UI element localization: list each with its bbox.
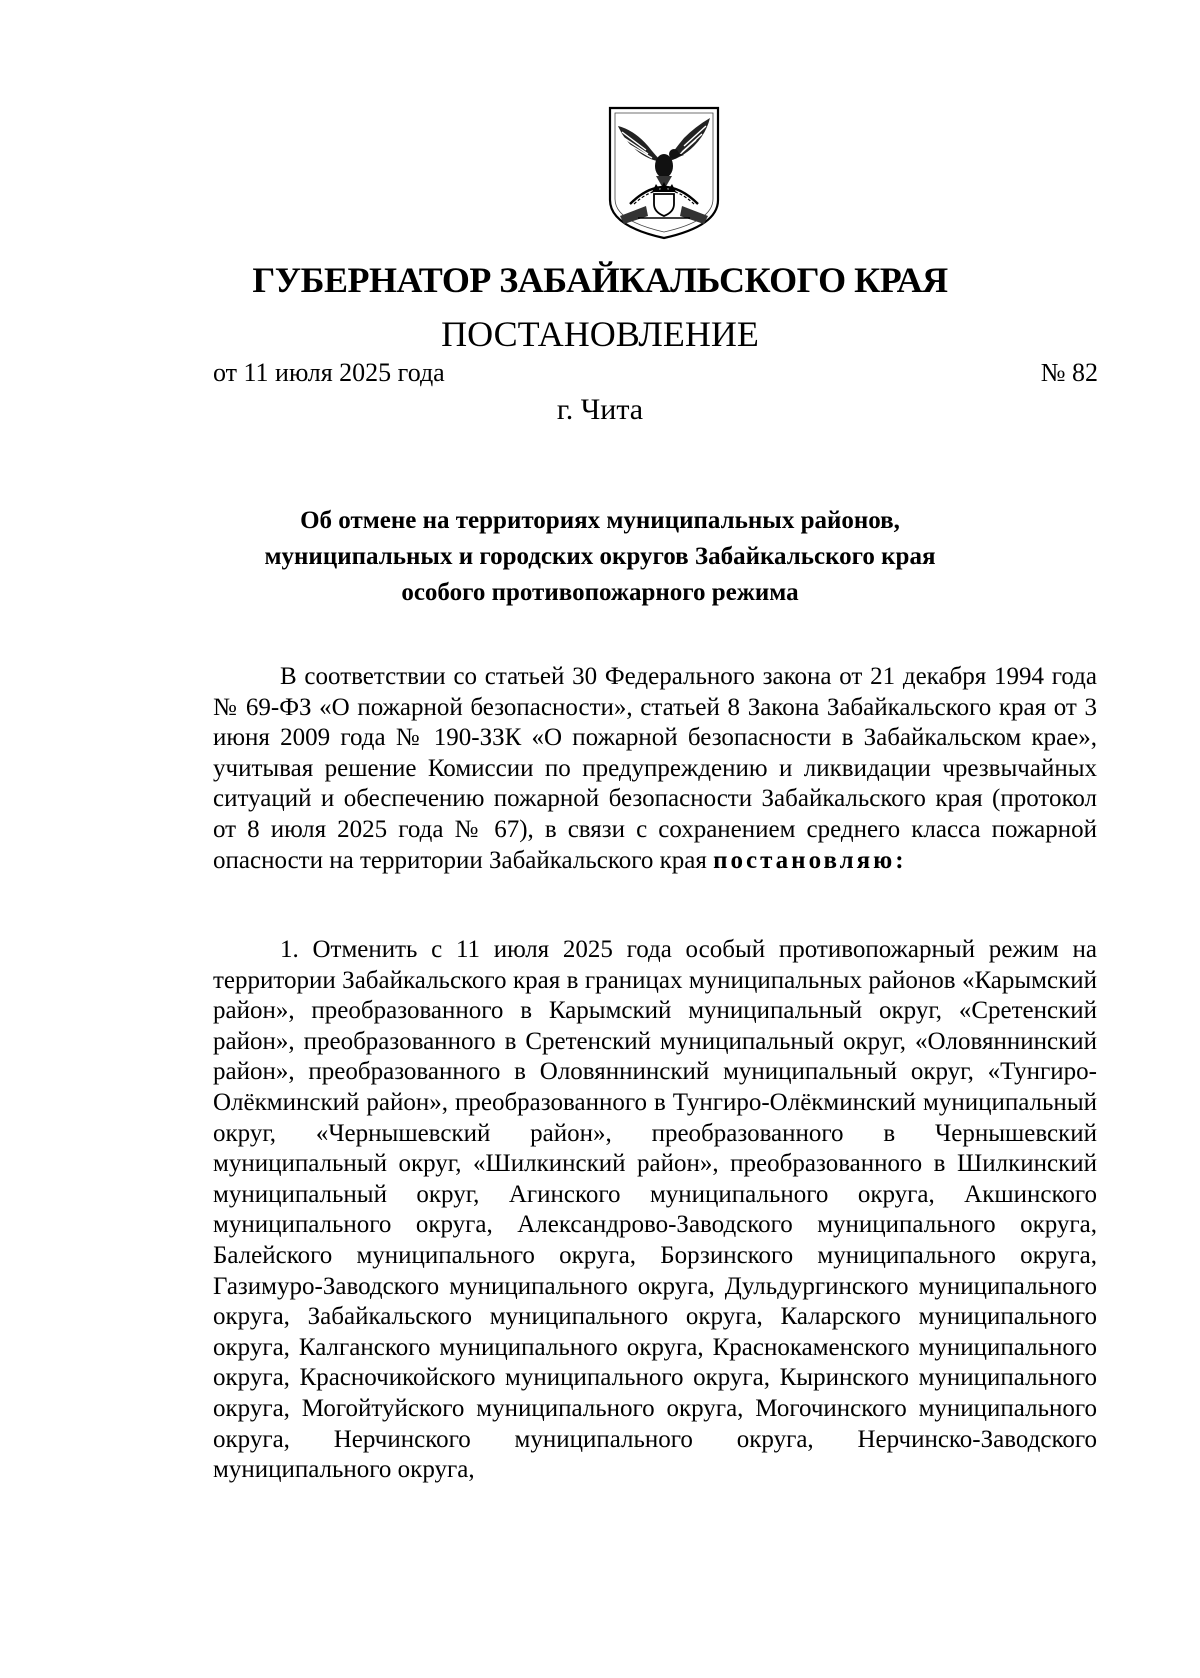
resolve-colon: : <box>895 846 907 874</box>
issuing-authority: ГУБЕРНАТОР ЗАБАЙКАЛЬСКОГО КРАЯ <box>252 260 948 300</box>
preamble-paragraph <box>213 662 1097 876</box>
coat-of-arms-icon <box>604 104 724 242</box>
subject-line: Об отмене на территориях муниципальных районов, <box>300 507 900 534</box>
resolve-word: постановляю <box>713 846 896 874</box>
document-subject <box>0 503 1200 611</box>
document-type: ПОСТАНОВЛЕНИЕ <box>441 314 759 354</box>
document-date: от 11 июля 2025 года <box>213 358 445 387</box>
preamble-text: В соответствии со статьей 30 Федерального закона от 21 декабря 1994 года № 69-ФЗ «О пожарной безопасности», статьей 8 Закона Забайкальского края от 3 июня 2009 года № 190-ЗЗК «О пожарной безопасности в Забайкальском крае», учитывая решение Комиссии по предупреждению и ликвидации чрезвычайных ситуаций и обеспечению пожарной безопасности Забайкальского края (протокол от 8 июля 2025 года № 67), в связи с сохранением среднего класса пожарной опасности на территории Забайкальского края <box>213 663 1097 874</box>
subject-line: муниципальных и городских округов Забайкальского края <box>264 543 936 570</box>
document-number: № 82 <box>1040 358 1098 387</box>
document-city: г. Чита <box>556 393 644 426</box>
subject-line: особого противопожарного режима <box>401 579 799 606</box>
item-1-paragraph: 1. Отменить с 11 июля 2025 года особый противопожарный режим на территории Забайкальского края в границах муниципальных районов «Карымский район», преобразованного в Карымский муниципальный округ, «Сретенский район», преобразованного в Сретенский муниципальный округ, «Оловяннинский район», преобразованного в Оловяннинский муниципальный округ, «Тунгиро-Олёкминский район», преобразованного в Тунгиро-Олёкминский муниципальный округ, «Чернышевский район», преобразованного в Чернышевский муниципальный округ, «Шилкинский район», преобразованного в Шилкинский муниципальный округ, Агинского муниципального округа, Акшинского муниципального округа, Александрово-Заводского муниципального округа, Балейского муниципального округа, Борзинского муниципального округа, Газимуро-Заводского муниципального округа, Дульдургинского муниципального округа, Забайкальского муниципального округа, Каларского муниципального округа, Калганского муниципального округа, Краснокаменского муниципального округа, Красночикойского муниципального округа, Кыринского муниципального округа, Могойтуйского муниципального округа, Могочинского муниципального округа, Нерчинского муниципального округа, Нерчинско-Заводского муниципального округа, <box>213 936 1097 1484</box>
